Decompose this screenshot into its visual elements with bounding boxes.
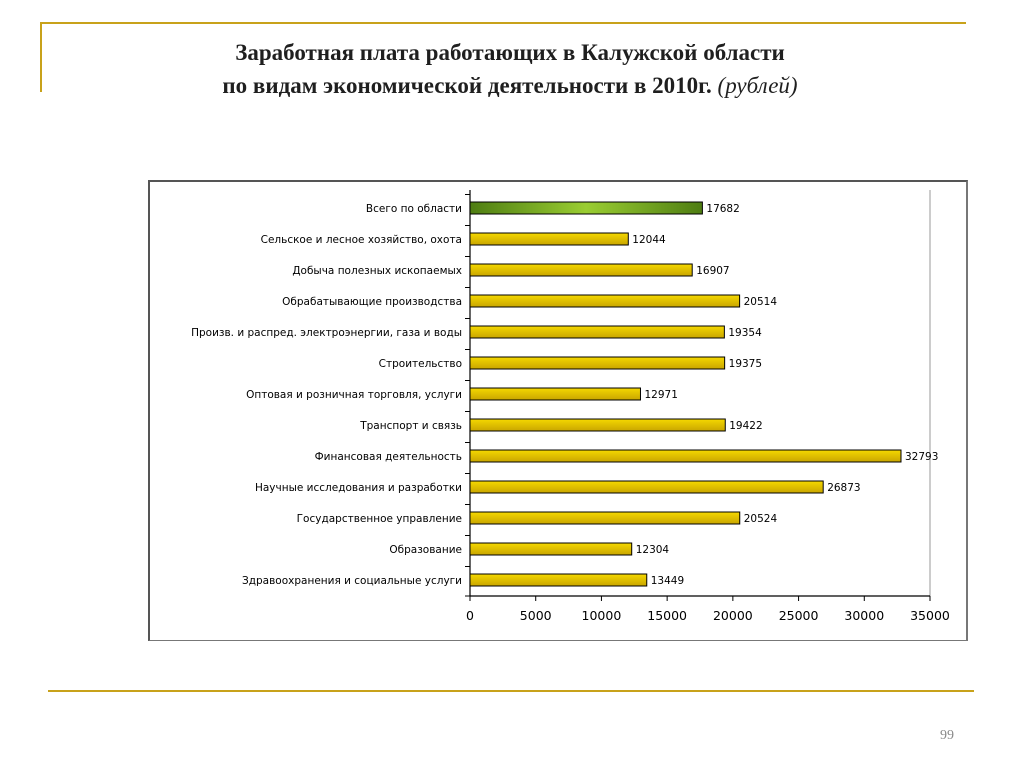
- bar-value-label: 12044: [632, 234, 666, 246]
- category-label: Обрабатывающие производства: [282, 296, 462, 308]
- bar: [470, 543, 632, 555]
- bar: [470, 357, 725, 369]
- category-label: Транспорт и связь: [360, 420, 462, 432]
- bar: [470, 481, 823, 493]
- category-label: Строительство: [378, 358, 462, 370]
- bar-value-label: 20524: [743, 513, 778, 525]
- bar: [470, 450, 901, 462]
- bar: [470, 264, 692, 276]
- frame-bottom-rule: [48, 690, 974, 692]
- x-tick-label: 0: [466, 608, 474, 623]
- bar-value-label: 19422: [729, 420, 763, 432]
- x-tick-label: 30000: [844, 608, 885, 623]
- title-unit: (рублей): [717, 73, 798, 98]
- category-label: Оптовая и розничная торговля, услуги: [246, 389, 462, 401]
- bar: [470, 419, 725, 431]
- bar-value-label: 26873: [827, 482, 861, 494]
- bar-value-label: 19375: [728, 358, 763, 370]
- category-label: Государственное управление: [296, 513, 462, 525]
- bar-value-label: 20514: [743, 296, 778, 308]
- bar: [470, 326, 724, 338]
- bar: [470, 202, 702, 214]
- category-label: Всего по области: [365, 203, 462, 215]
- category-label: Финансовая деятельность: [314, 451, 462, 463]
- category-label: Здравоохранения и социальные услуги: [242, 575, 462, 587]
- bar-value-label: 16907: [696, 265, 730, 277]
- category-label: Сельское и лесное хозяйство, охота: [260, 234, 462, 246]
- x-tick-label: 35000: [910, 608, 950, 623]
- x-tick-label: 5000: [519, 608, 552, 623]
- title-line-2-text: по видам экономической деятельности в 2010г.: [222, 73, 712, 98]
- x-tick-label: 15000: [647, 608, 688, 623]
- bar-value-label: 12971: [644, 389, 678, 401]
- bar: [470, 388, 640, 400]
- bar-value-label: 12304: [635, 544, 670, 556]
- x-tick-label: 25000: [778, 608, 819, 623]
- category-label: Образование: [389, 544, 462, 556]
- page-number: 99: [940, 728, 954, 743]
- bar-value-label: 32793: [904, 451, 939, 463]
- bar: [470, 295, 740, 307]
- bar: [470, 512, 740, 524]
- bar-value-label: 19354: [728, 327, 762, 339]
- bar: [470, 574, 647, 586]
- bar-value-label: 13449: [650, 575, 685, 587]
- bar-value-label: 17682: [706, 203, 740, 215]
- bar: [470, 233, 628, 245]
- x-tick-label: 10000: [581, 608, 622, 623]
- category-label: Научные исследования и разработки: [254, 482, 462, 494]
- category-label: Добыча полезных ископаемых: [292, 265, 462, 277]
- x-tick-label: 20000: [712, 608, 753, 623]
- title-line-1: Заработная плата работающих в Калужской области: [235, 40, 785, 65]
- category-label: Произв. и распред. электроэнергии, газа и воды: [191, 327, 462, 339]
